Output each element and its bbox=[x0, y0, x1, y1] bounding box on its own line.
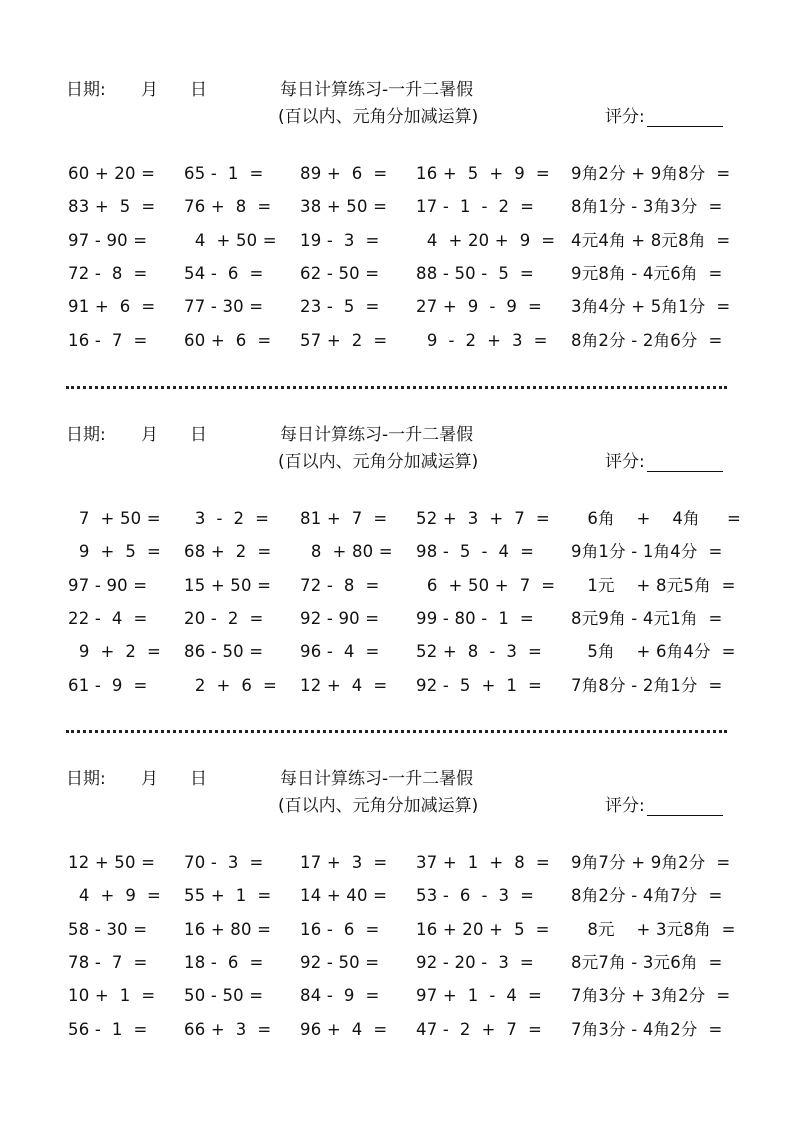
problem-row bbox=[0, 1018, 793, 1042]
arithmetic-problem: 6角 + 4角 = bbox=[571, 509, 741, 528]
arithmetic-problem: 91 + 6 = bbox=[68, 297, 156, 316]
worksheet-title: 每日计算练习-一升二暑假 bbox=[280, 769, 474, 789]
worksheet-section bbox=[0, 80, 793, 380]
arithmetic-problem: 97 - 90 = bbox=[68, 231, 148, 250]
arithmetic-problem: 70 - 3 = bbox=[184, 853, 264, 872]
day-label: 日 bbox=[190, 425, 207, 445]
problem-row bbox=[0, 262, 793, 286]
problem-row bbox=[0, 884, 793, 908]
score-label: 评分: bbox=[605, 107, 645, 127]
arithmetic-problem: 16 - 7 = bbox=[68, 331, 148, 350]
arithmetic-problem: 52 + 3 + 7 = bbox=[416, 509, 550, 528]
arithmetic-problem: 65 - 1 = bbox=[184, 164, 264, 183]
arithmetic-problem: 52 + 8 - 3 = bbox=[416, 642, 542, 661]
dotted-cut-line bbox=[66, 730, 727, 733]
arithmetic-problem: 60 + 6 = bbox=[184, 331, 272, 350]
arithmetic-problem: 38 + 50 = bbox=[300, 197, 388, 216]
date-label: 日期: bbox=[66, 80, 106, 100]
score-blank-line[interactable] bbox=[647, 471, 723, 472]
problem-row bbox=[0, 674, 793, 698]
problem-row bbox=[0, 640, 793, 664]
arithmetic-problem: 66 + 3 = bbox=[184, 1020, 272, 1039]
arithmetic-problem: 72 - 8 = bbox=[68, 264, 148, 283]
arithmetic-problem: 5角 + 6角4分 = bbox=[571, 642, 736, 661]
arithmetic-problem: 4元4角 + 8元8角 = bbox=[571, 231, 731, 250]
problem-row bbox=[0, 229, 793, 253]
score-label: 评分: bbox=[605, 452, 645, 472]
arithmetic-problem: 19 - 3 = bbox=[300, 231, 380, 250]
arithmetic-problem: 7角3分 + 3角2分 = bbox=[571, 986, 731, 1005]
arithmetic-problem: 18 - 6 = bbox=[184, 953, 264, 972]
arithmetic-problem: 27 + 9 - 9 = bbox=[416, 297, 542, 316]
arithmetic-problem: 56 - 1 = bbox=[68, 1020, 148, 1039]
arithmetic-problem: 86 - 50 = bbox=[184, 642, 264, 661]
arithmetic-problem: 92 - 50 = bbox=[300, 953, 380, 972]
arithmetic-problem: 9角7分 + 9角2分 = bbox=[571, 853, 731, 872]
arithmetic-problem: 9角1分 - 1角4分 = bbox=[571, 542, 723, 561]
problem-row bbox=[0, 607, 793, 631]
worksheet-section bbox=[0, 425, 793, 725]
arithmetic-problem: 47 - 2 + 7 = bbox=[416, 1020, 542, 1039]
arithmetic-problem: 81 + 7 = bbox=[300, 509, 388, 528]
arithmetic-problem: 16 + 5 + 9 = bbox=[416, 164, 550, 183]
arithmetic-problem: 96 - 4 = bbox=[300, 642, 380, 661]
arithmetic-problem: 10 + 1 = bbox=[68, 986, 156, 1005]
score-blank-line[interactable] bbox=[647, 126, 723, 127]
arithmetic-problem: 88 - 50 - 5 = bbox=[416, 264, 534, 283]
worksheet-subtitle: (百以内、元角分加减运算) bbox=[278, 107, 479, 127]
arithmetic-problem: 92 - 20 - 3 = bbox=[416, 953, 534, 972]
arithmetic-problem: 12 + 4 = bbox=[300, 676, 388, 695]
arithmetic-problem: 37 + 1 + 8 = bbox=[416, 853, 550, 872]
arithmetic-problem: 4 + 9 = bbox=[68, 886, 162, 905]
arithmetic-problem: 6 + 50 + 7 = bbox=[416, 576, 556, 595]
arithmetic-problem: 16 + 20 + 5 = bbox=[416, 920, 550, 939]
arithmetic-problem: 54 - 6 = bbox=[184, 264, 264, 283]
arithmetic-problem: 22 - 4 = bbox=[68, 609, 148, 628]
arithmetic-problem: 98 - 5 - 4 = bbox=[416, 542, 535, 561]
arithmetic-problem: 20 - 2 = bbox=[184, 609, 264, 628]
arithmetic-problem: 60 + 20 = bbox=[68, 164, 156, 183]
arithmetic-problem: 4 + 20 + 9 = bbox=[416, 231, 556, 250]
arithmetic-problem: 9元8角 - 4元6角 = bbox=[571, 264, 723, 283]
arithmetic-problem: 12 + 50 = bbox=[68, 853, 156, 872]
worksheet-section bbox=[0, 769, 793, 1069]
arithmetic-problem: 2 + 6 = bbox=[184, 676, 278, 695]
arithmetic-problem: 76 + 8 = bbox=[184, 197, 272, 216]
arithmetic-problem: 23 - 5 = bbox=[300, 297, 380, 316]
arithmetic-problem: 7 + 50 = bbox=[68, 509, 161, 528]
problem-row bbox=[0, 574, 793, 598]
worksheet-title: 每日计算练习-一升二暑假 bbox=[280, 425, 474, 445]
arithmetic-problem: 89 + 6 = bbox=[300, 164, 388, 183]
arithmetic-problem: 15 + 50 = bbox=[184, 576, 272, 595]
arithmetic-problem: 50 - 50 = bbox=[184, 986, 264, 1005]
month-label: 月 bbox=[141, 769, 158, 789]
arithmetic-problem: 77 - 30 = bbox=[184, 297, 264, 316]
arithmetic-problem: 8角2分 - 4角7分 = bbox=[571, 886, 723, 905]
arithmetic-problem: 96 + 4 = bbox=[300, 1020, 388, 1039]
arithmetic-problem: 97 - 90 = bbox=[68, 576, 148, 595]
arithmetic-problem: 17 + 3 = bbox=[300, 853, 388, 872]
arithmetic-problem: 62 - 50 = bbox=[300, 264, 380, 283]
date-label: 日期: bbox=[66, 425, 106, 445]
month-label: 月 bbox=[141, 425, 158, 445]
worksheet-subtitle: (百以内、元角分加减运算) bbox=[278, 452, 479, 472]
score-blank-line[interactable] bbox=[647, 815, 723, 816]
arithmetic-problem: 8元 + 3元8角 = bbox=[571, 920, 736, 939]
worksheet-title: 每日计算练习-一升二暑假 bbox=[280, 80, 474, 100]
arithmetic-problem: 72 - 8 = bbox=[300, 576, 380, 595]
day-label: 日 bbox=[190, 80, 207, 100]
arithmetic-problem: 16 - 6 = bbox=[300, 920, 380, 939]
arithmetic-problem: 57 + 2 = bbox=[300, 331, 388, 350]
arithmetic-problem: 68 + 2 = bbox=[184, 542, 272, 561]
arithmetic-problem: 7角3分 - 4角2分 = bbox=[571, 1020, 723, 1039]
arithmetic-problem: 8元9角 - 4元1角 = bbox=[571, 609, 723, 628]
arithmetic-problem: 78 - 7 = bbox=[68, 953, 148, 972]
arithmetic-problem: 92 - 5 + 1 = bbox=[416, 676, 542, 695]
arithmetic-problem: 8角2分 - 2角6分 = bbox=[571, 331, 723, 350]
arithmetic-problem: 8元7角 - 3元6角 = bbox=[571, 953, 723, 972]
worksheet-subtitle: (百以内、元角分加减运算) bbox=[278, 796, 479, 816]
arithmetic-problem: 16 + 80 = bbox=[184, 920, 272, 939]
dotted-cut-line bbox=[66, 386, 727, 389]
month-label: 月 bbox=[141, 80, 158, 100]
problem-row bbox=[0, 918, 793, 942]
score-label: 评分: bbox=[605, 796, 645, 816]
arithmetic-problem: 58 - 30 = bbox=[68, 920, 148, 939]
arithmetic-problem: 84 - 9 = bbox=[300, 986, 380, 1005]
arithmetic-problem: 14 + 40 = bbox=[300, 886, 388, 905]
day-label: 日 bbox=[190, 769, 207, 789]
problem-row bbox=[0, 951, 793, 975]
arithmetic-problem: 83 + 5 = bbox=[68, 197, 156, 216]
arithmetic-problem: 3角4分 + 5角1分 = bbox=[571, 297, 731, 316]
problem-row bbox=[0, 295, 793, 319]
arithmetic-problem: 4 + 50 = bbox=[184, 231, 277, 250]
arithmetic-problem: 3 - 2 = bbox=[184, 509, 270, 528]
arithmetic-problem: 8角1分 - 3角3分 = bbox=[571, 197, 723, 216]
arithmetic-problem: 17 - 1 - 2 = bbox=[416, 197, 535, 216]
arithmetic-problem: 1元 + 8元5角 = bbox=[571, 576, 736, 595]
problem-row bbox=[0, 540, 793, 564]
arithmetic-problem: 8 + 80 = bbox=[300, 542, 393, 561]
arithmetic-problem: 9 - 2 + 3 = bbox=[416, 331, 548, 350]
arithmetic-problem: 9角2分 + 9角8分 = bbox=[571, 164, 731, 183]
arithmetic-problem: 9 + 2 = bbox=[68, 642, 162, 661]
arithmetic-problem: 7角8分 - 2角1分 = bbox=[571, 676, 723, 695]
problem-row bbox=[0, 195, 793, 219]
arithmetic-problem: 97 + 1 - 4 = bbox=[416, 986, 542, 1005]
arithmetic-problem: 92 - 90 = bbox=[300, 609, 380, 628]
arithmetic-problem: 53 - 6 - 3 = bbox=[416, 886, 535, 905]
problem-row bbox=[0, 984, 793, 1008]
problem-row bbox=[0, 851, 793, 875]
arithmetic-problem: 99 - 80 - 1 = bbox=[416, 609, 534, 628]
arithmetic-problem: 61 - 9 = bbox=[68, 676, 148, 695]
problem-row bbox=[0, 162, 793, 186]
arithmetic-problem: 55 + 1 = bbox=[184, 886, 272, 905]
problem-row bbox=[0, 507, 793, 531]
arithmetic-problem: 9 + 5 = bbox=[68, 542, 162, 561]
problem-row bbox=[0, 329, 793, 353]
date-label: 日期: bbox=[66, 769, 106, 789]
